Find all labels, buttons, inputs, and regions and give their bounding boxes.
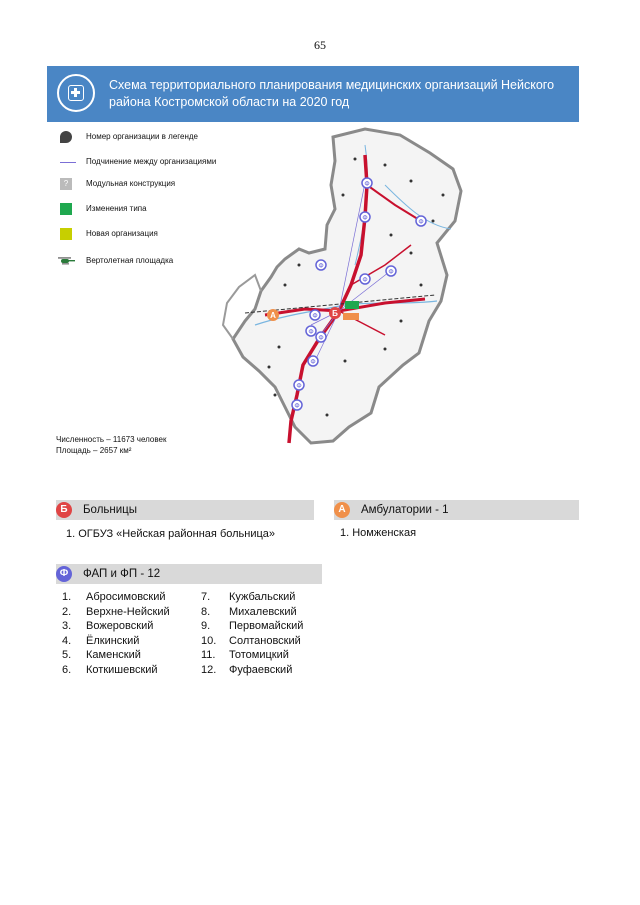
list-item: 11. Тотомицкий — [201, 649, 289, 661]
svg-text:Ф: Ф — [294, 403, 300, 410]
svg-text:Ф: Ф — [362, 215, 368, 222]
svg-text:Б: Б — [332, 309, 338, 318]
hospitals-title: Больницы — [83, 504, 138, 516]
svg-text:Ф: Ф — [318, 335, 324, 342]
link-line-icon — [60, 162, 76, 163]
title-banner — [47, 66, 579, 122]
fap-marker — [292, 400, 302, 410]
hospitals-list — [66, 527, 275, 542]
modular-icon: ? — [60, 178, 72, 190]
list-item: 2. Верхне-Нейский — [62, 605, 170, 618]
ambulatories-list — [340, 526, 416, 541]
legend-label: Номер организации в легенде — [86, 132, 198, 141]
list-item: 1. Абросимовский — [62, 591, 166, 603]
legend-label: Подчинение между организациями — [86, 157, 217, 166]
legend-label: Новая организация — [86, 229, 158, 238]
fap-marker — [316, 332, 326, 342]
page-number: 65 — [314, 38, 326, 52]
banner-title: Схема территориального планирования медицинских организаций Нейского района Костромской области на 2020 год — [109, 78, 555, 109]
faps-title: ФАП и ФП - 12 — [83, 568, 161, 580]
list-item: 6. Коткишевский — [62, 663, 158, 676]
fap-marker — [386, 266, 396, 276]
ambulatories-title: Амбулатории - 1 — [361, 504, 449, 516]
fap-marker — [416, 216, 426, 226]
svg-text:Ф: Ф — [312, 313, 318, 320]
svg-text:Ф: Ф — [318, 263, 324, 270]
new-org-icon — [60, 228, 72, 240]
population-text: Численность – 11673 человек — [56, 435, 167, 444]
svg-text:Ф: Ф — [308, 329, 314, 336]
district-stats — [56, 434, 166, 456]
medical-cross-icon — [57, 74, 95, 112]
fap-marker — [316, 260, 326, 270]
fap-marker — [306, 326, 316, 336]
fap-marker — [294, 380, 304, 390]
faps-header — [56, 564, 322, 584]
number-marker-icon — [60, 131, 72, 143]
list-item: 1. Номженская — [340, 527, 417, 539]
fap-marker — [310, 310, 320, 320]
fap-icon: Ф — [56, 566, 72, 582]
svg-text:А: А — [270, 311, 276, 320]
list-item: 10. Солтановский — [201, 634, 301, 647]
fap-marker — [360, 212, 370, 222]
list-item: 4. Ёлкинский — [62, 634, 140, 647]
svg-text:Ф: Ф — [362, 277, 368, 284]
svg-text:Ф: Ф — [296, 383, 302, 390]
list-item: 3. Вожеровский — [62, 620, 154, 632]
town-label-box — [343, 313, 359, 320]
faps-list-col1 — [62, 590, 202, 677]
district-map — [215, 125, 475, 455]
type-change-marker — [345, 301, 359, 309]
area-text: Площадь – 2657 км² — [56, 446, 132, 455]
fap-marker — [362, 178, 372, 188]
faps-list-col2 — [201, 590, 341, 677]
helicopter-icon — [56, 257, 76, 265]
legend-label: Вертолетная площадка — [86, 256, 174, 265]
list-item: 8. Михалевский — [201, 605, 297, 618]
legend-label: Модульная конструкция — [86, 179, 176, 188]
fap-marker — [360, 274, 370, 284]
list-item: 7. Кужбальский — [201, 591, 296, 603]
ambulatories-header — [334, 500, 579, 520]
svg-text:Ф: Ф — [364, 181, 370, 188]
list-item: 12. Фуфаевский — [201, 663, 293, 676]
svg-text:Ф: Ф — [388, 269, 394, 276]
legend-label: Изменения типа — [86, 204, 147, 213]
ambulatory-icon: А — [334, 502, 350, 518]
hospital-marker — [329, 307, 341, 319]
district-boundary — [233, 129, 461, 443]
ambulatory-marker — [267, 309, 279, 321]
type-change-icon — [60, 203, 72, 215]
fap-marker — [308, 356, 318, 366]
hospital-icon: Б — [56, 502, 72, 518]
list-item: 5. Каменский — [62, 649, 141, 661]
list-item: 1. ОГБУЗ «Нейская районная больница» — [66, 528, 276, 540]
svg-text:Ф: Ф — [418, 219, 424, 226]
hospitals-header — [56, 500, 314, 520]
svg-text:Ф: Ф — [310, 359, 316, 366]
list-item: 9. Первомайский — [201, 620, 304, 632]
